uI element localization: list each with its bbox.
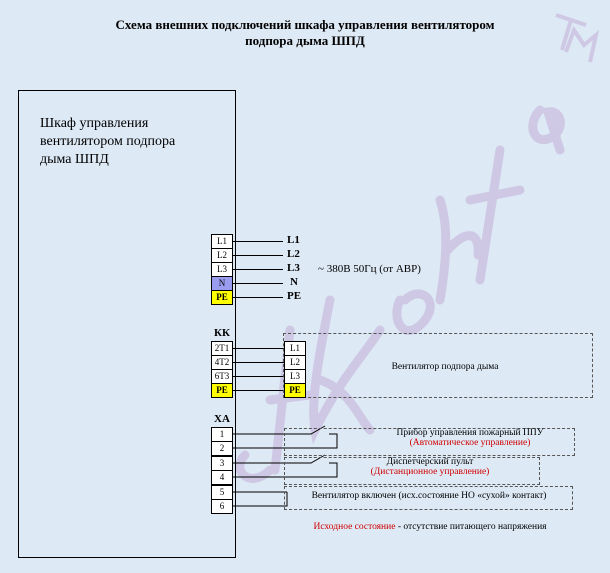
terminal-xa-4: 4 — [211, 470, 233, 485]
ppu-label — [370, 428, 570, 448]
wire-pe — [233, 297, 283, 298]
cabinet-label-line-3: дыма ШПД — [40, 152, 109, 167]
footer-note-red: Исходное состояние — [313, 522, 396, 532]
title-line-1: Схема внешних подключений шкафа управления вентилятором — [115, 17, 495, 32]
supply-note: ~ 380В 50Гц (от АВР) — [318, 263, 421, 275]
terminal-n: N — [211, 276, 233, 291]
output-n: N — [290, 276, 298, 288]
fan-terminal-l1: L1 — [284, 341, 306, 356]
terminal-l3: L3 — [211, 262, 233, 277]
terminal-xa-5: 5 — [211, 485, 233, 500]
terminal-2t1: 2T1 — [211, 341, 233, 356]
dispatch-line-1: Диспетчерский пульт — [386, 457, 474, 467]
terminal-6t3: 6T3 — [211, 369, 233, 384]
wire-l2 — [233, 255, 283, 256]
terminal-xa-6: 6 — [211, 499, 233, 514]
wire-l1 — [233, 241, 283, 242]
footer-note — [280, 522, 580, 532]
xa-label: ХА — [214, 413, 230, 425]
dispatch-line-2: (Дистанционное управление) — [370, 467, 490, 477]
ppu-line-2: (Автоматическое управление) — [409, 438, 531, 448]
ppu-line-1: Прибор управления пожарный ППУ — [396, 428, 544, 438]
cabinet-label-line-2: вентилятором подпора — [40, 134, 176, 149]
terminal-xa-2: 2 — [211, 441, 233, 456]
fan-label: Вентилятор подпора дыма — [391, 362, 499, 372]
terminal-xa-3: 3 — [211, 456, 233, 471]
wire-4t2 — [233, 362, 284, 363]
wire-2t1 — [233, 348, 284, 349]
fan-on-label: Вентилятор включен (исх.состояние НО «сухой» контакт) — [311, 491, 547, 501]
terminal-xa-1: 1 — [211, 427, 233, 442]
wire-6t3 — [233, 376, 284, 377]
terminal-kk-pe: PE — [211, 383, 233, 398]
terminal-4t2: 4T2 — [211, 355, 233, 370]
footer-note-rest: - отсутствие питающего напряжения — [395, 522, 547, 532]
fan-terminal-pe: PE — [284, 383, 306, 398]
output-l2: L2 — [287, 248, 300, 260]
cabinet-label — [40, 115, 220, 169]
kk-label: КК — [214, 327, 230, 339]
wire-kk-pe — [233, 390, 284, 391]
output-l3: L3 — [287, 262, 300, 274]
title-line-2: подпора дыма ШПД — [245, 33, 365, 48]
fan-terminal-l2: L2 — [284, 355, 306, 370]
terminal-pe: PE — [211, 290, 233, 305]
diagram-title — [0, 17, 610, 49]
wire-l3 — [233, 269, 283, 270]
output-l1: L1 — [287, 234, 300, 246]
terminal-l1: L1 — [211, 234, 233, 249]
terminal-l2: L2 — [211, 248, 233, 263]
wire-n — [233, 283, 283, 284]
dispatch-label — [330, 457, 530, 477]
fan-terminal-l3: L3 — [284, 369, 306, 384]
output-pe: PE — [287, 290, 302, 302]
cabinet-label-line-1: Шкаф управления — [40, 116, 149, 131]
